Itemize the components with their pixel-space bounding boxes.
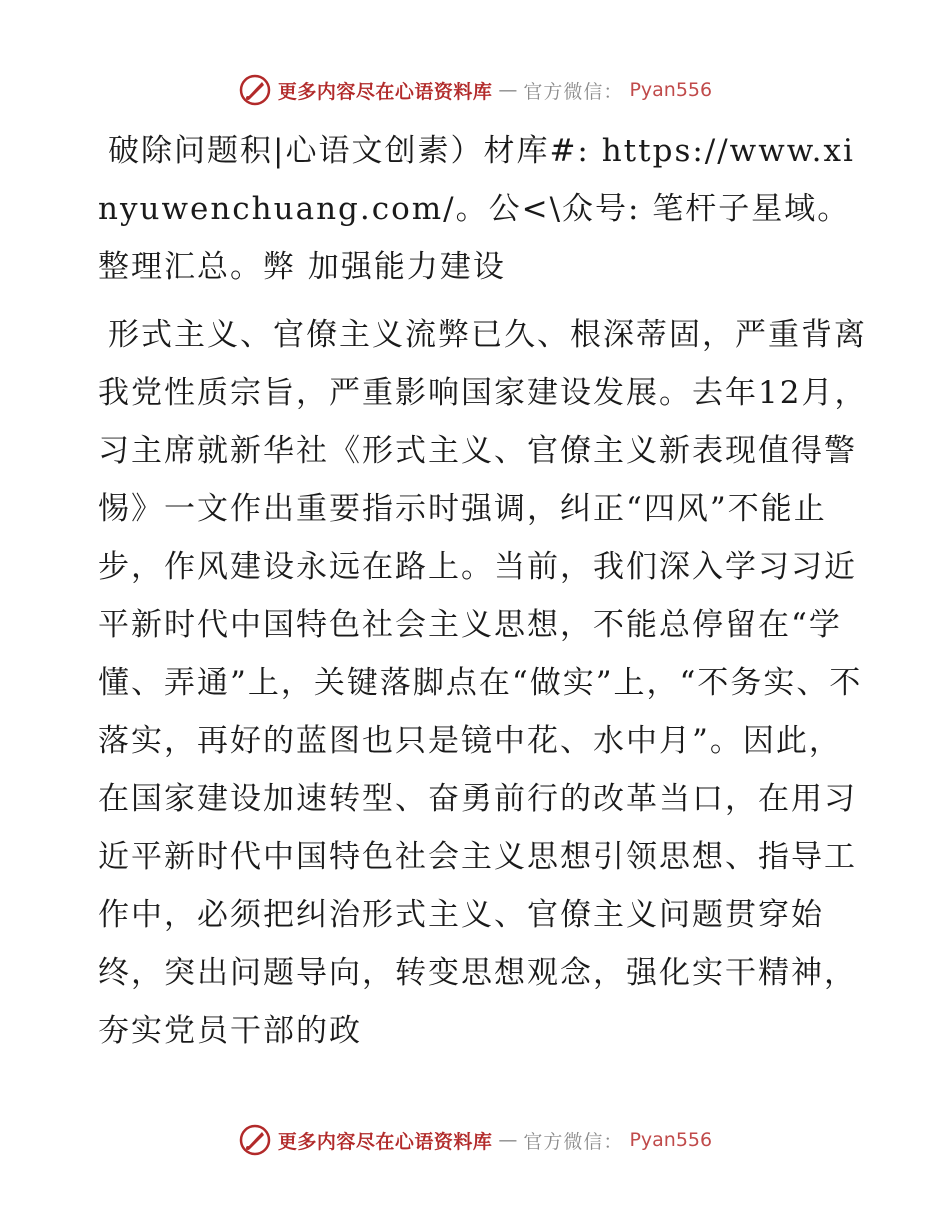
header-watermark — [0, 70, 950, 110]
watermark-separator: — — [498, 79, 518, 101]
paragraph-body: 形式主义、官僚主义流弊已久、根深蒂固，严重背离我党性质宗旨，严重影响国家建设发展。去年12月，习主席就新华社《形式主义、官僚主义新表现值得警惕》一文作出重要指示时强调，纠正“四风”不能止步，作风建设永远在路上。当前，我们深入学习习近平新时代中国特色社会主义思想，不能总停留在“学懂、弄通”上，关键落脚点在“做实”上，“不务实、不落实，再好的蓝图也只是镜中花、水中月”。因此，在国家建设加速转型、奋勇前行的改革当口，在用习近平新时代中国特色社会主义思想引领思想、指导工作中，必须把纠治形式主义、官僚主义问题贯穿始终，突出问题导向，转变思想观念，强化实干精神，夯实党员干部的政 — [98, 317, 868, 1049]
quill-circle-logo-icon — [238, 73, 272, 107]
quill-circle-logo-icon — [238, 1123, 272, 1157]
watermark-wechat-label: 官方微信： — [523, 1130, 624, 1153]
watermark-wechat-id: Pyan556 — [629, 79, 713, 101]
watermark-brand: 更多内容尽在心语资料库 — [277, 80, 493, 103]
document-body — [98, 122, 868, 1060]
watermark-wechat-label: 官方微信： — [523, 80, 624, 103]
paragraph-heading: 破除问题积|心语文创素）材库#: https://www.xinyuwenchuang.com/。公<\众号: 笔杆子星域。整理汇总。弊 加强能力建设 — [98, 133, 855, 285]
watermark-separator: — — [498, 1129, 518, 1151]
watermark-wechat-id: Pyan556 — [629, 1129, 713, 1151]
footer-watermark — [0, 1120, 950, 1160]
watermark-brand: 更多内容尽在心语资料库 — [277, 1130, 493, 1153]
